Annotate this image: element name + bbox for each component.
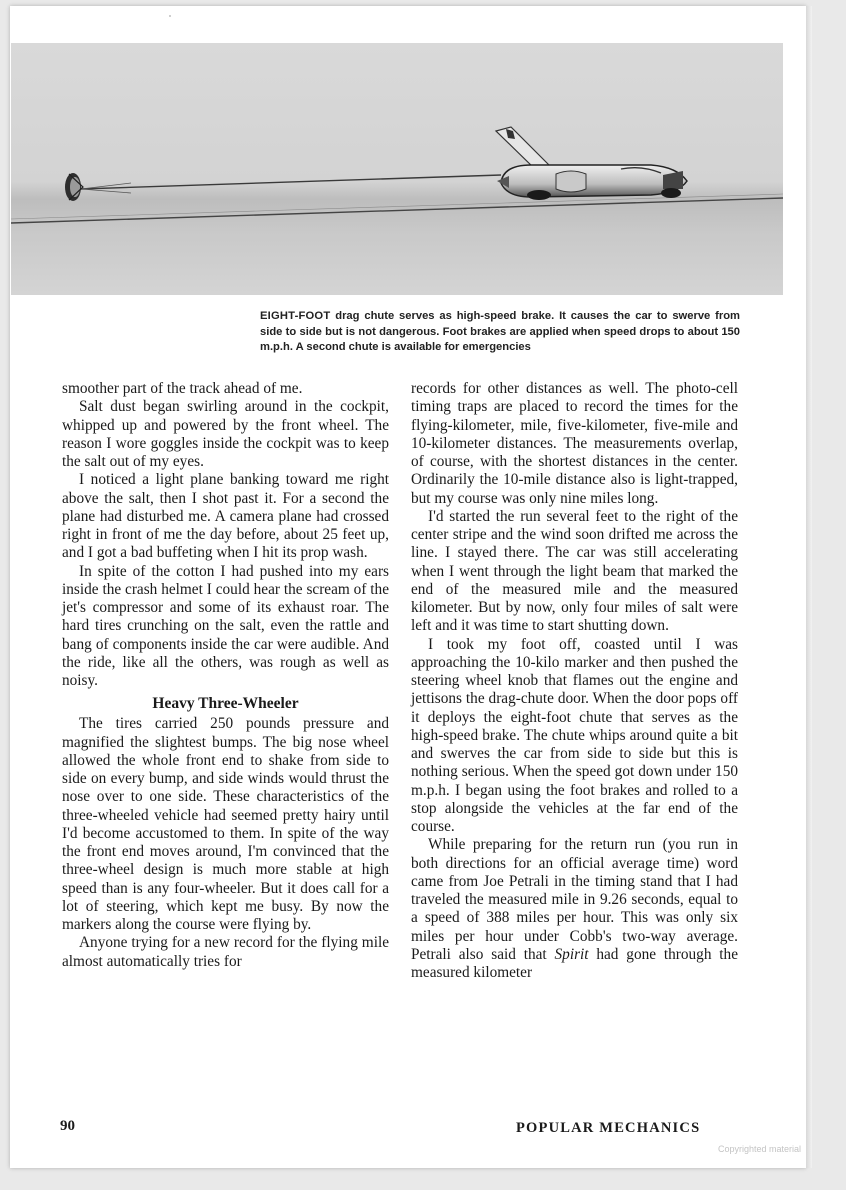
caption-lead: EIGHT-FOOT xyxy=(260,310,331,322)
car-name: Spirit xyxy=(554,945,589,963)
page-number: 90 xyxy=(60,1118,75,1134)
running-title: POPULAR MECHANICS xyxy=(516,1120,701,1136)
paragraph: Anyone trying for a new record for the flying mile almost automatically tries for xyxy=(62,934,389,970)
paragraph: smoother part of the track ahead of me. xyxy=(62,380,303,397)
paragraph: I noticed a light plane banking toward me right above the salt, then I shot past it. For a second the plane had disturbed me. A camera plane had crossed right in front of me the day before, about 25 feet up, and I got a bad buffeting when I hit its prop wash. xyxy=(62,471,389,562)
page-edge xyxy=(806,6,812,1168)
left-text-column xyxy=(62,380,389,971)
caption-text: drag chute serves as high-speed brake. It causes the car to swerve from side to side but is not dangerous. Foot brakes are applied when speed drops to about 150 m.p.h. A second chute is available for emergencies xyxy=(260,310,740,353)
paragraph: In spite of the cotton I had pushed into my ears inside the crash helmet I could hear the scream of the jet's compressor and some of its exhaust roar. The hard tires crunching on the salt, even the rattle and bang of components inside the car were audible. And the ride, like all the others, was rough as well as noisy. xyxy=(62,562,389,689)
photo-caption xyxy=(260,309,740,356)
scan-speck xyxy=(169,15,171,17)
paragraph xyxy=(411,836,738,982)
photo-illustration xyxy=(11,43,783,295)
paragraph: The tires carried 250 pounds pressure and magnified the slightest bumps. The big nose wheel allowed the whole front end to shake from side to side on every bump, and side winds would thrust the nose over to one side. These characteristics of the three-wheeled vehicle had seemed pretty hairy until I'd become accustomed to them. In spite of the way the front end moves around, I'm convinced that the three-wheel design is much more stable at high speed than is any four-wheeler. But it does call for a lot of steering, which kept me busy. By now the markers along the course were flying by. xyxy=(62,715,389,933)
paragraph: records for other distances as well. The photo-cell timing traps are placed to record the times for the flying-kilometer, mile, five-kilometer, five-mile and 10-kilometer distances. The measurements overlap, of course, with the shortest distances in the center. Ordinarily the 10-mile distance also is light-trapped, but my course was only nine miles long. xyxy=(411,380,738,507)
copyright-watermark: Copyrighted material xyxy=(718,1144,802,1154)
paragraph: Salt dust began swirling around in the cockpit, whipped up and powered by the front wheel. The reason I wore goggles inside the cockpit was to keep the salt out of my eyes. xyxy=(62,398,389,470)
section-heading: Heavy Three-Wheeler xyxy=(152,695,299,713)
drag-chute-photo xyxy=(11,43,783,295)
paragraph: I took my foot off, coasted until I was approaching the 10-kilo marker and then pushed the steering wheel knob that flames out the engine and jettisons the drag-chute door. When the door pops off it deploys the eight-foot chute that serves as the high-speed brake. The chute whips around quite a bit and swerves the car from side to side but this is nothing serious. When the speed got down under 150 m.p.h. I began using the foot brakes and rolled to a stop alongside the vehicles at the far end of the course. xyxy=(411,635,738,835)
right-text-column xyxy=(411,380,738,982)
paragraph: I'd started the run several feet to the right of the center stripe and the wind soon drifted me across the line. I stayed there. The car was still accelerating when I went through the light beam that marked the end of the measured mile and the measured kilometer. But by now, only four miles of salt were left and it was time to start shutting down. xyxy=(411,507,738,635)
paragraph-text: had gone through the measured kilometer xyxy=(411,945,738,981)
paragraph-text: While preparing for the return run (you run in both directions for an official average time) word came from Joe Petrali in the timing stand that I had traveled the measured mile in 9.26 seconds, equal to a speed of 388 miles per hour. This was only six miles per hour under Cobb's two-way average. Petrali also said that xyxy=(411,836,738,963)
